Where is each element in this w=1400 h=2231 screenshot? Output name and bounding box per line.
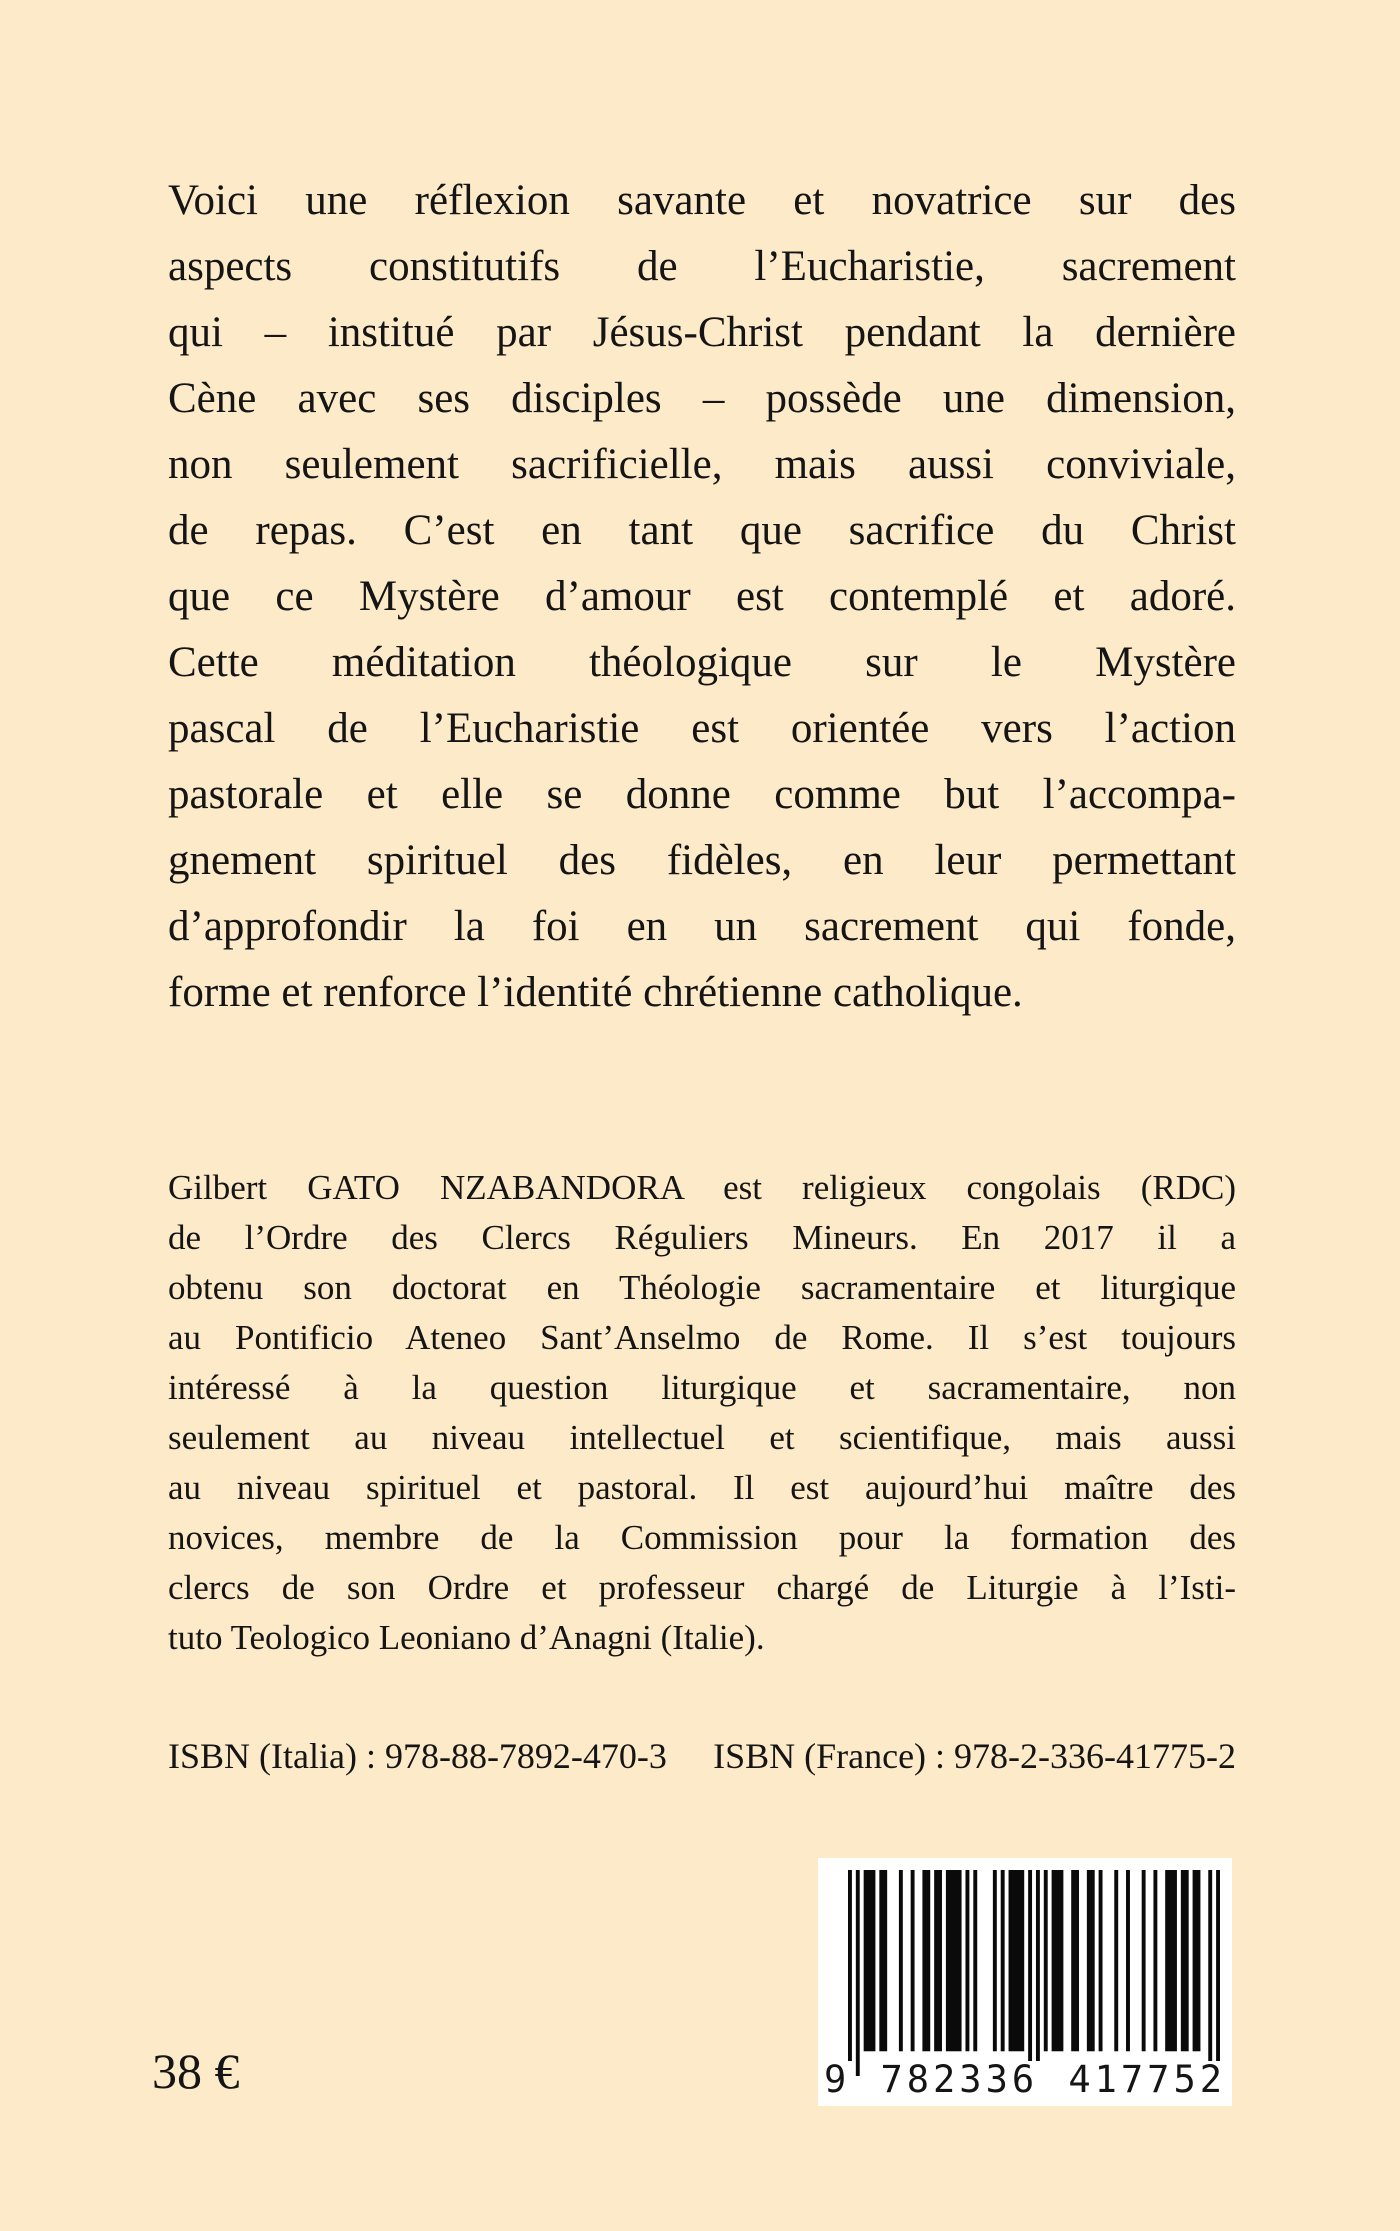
barcode-digit-group: 9 xyxy=(824,2058,851,2101)
text-line: tuto Teologico Leoniano d’Anagni (Italie). xyxy=(168,1618,765,1657)
text-line: de repas. C’est en tant que sacrifice du Christ xyxy=(168,507,1236,554)
text-line: au Pontificio Ateneo Sant’Anselmo de Rome. Il s’est toujours xyxy=(168,1318,1236,1357)
isbn-row xyxy=(168,1735,1236,1777)
isbn-france: ISBN (France) : 978-2-336-41775-2 xyxy=(713,1736,1236,1776)
barcode xyxy=(818,1858,1232,2106)
text-line: qui – institué par Jésus-Christ pendant la dernière xyxy=(168,309,1236,356)
synopsis-text-block xyxy=(168,168,1236,1026)
text-line: gnement spirituel des fidèles, en leur permettant xyxy=(168,837,1236,884)
isbn-italia: ISBN (Italia) : 978-88-7892-470-3 xyxy=(168,1736,667,1776)
text-line: pascal de l’Eucharistie est orientée vers l’action xyxy=(168,705,1236,752)
text-line: intéressé à la question liturgique et sacramentaire, non xyxy=(168,1368,1236,1407)
price-label: 38 € xyxy=(152,2043,240,2099)
text-line: d’approfondir la foi en un sacrement qui fonde, xyxy=(168,903,1236,950)
text-line: clercs de son Ordre et professeur chargé de Liturgie à l’Isti- xyxy=(168,1568,1236,1607)
text-line: Gilbert GATO NZABANDORA est religieux congolais (RDC) xyxy=(168,1168,1236,1207)
text-line: de l’Ordre des Clercs Réguliers Mineurs. En 2017 il a xyxy=(168,1218,1236,1257)
text-line: novices, membre de la Commission pour la formation des xyxy=(168,1518,1236,1557)
text-line: forme et renforce l’identité chrétienne catholique. xyxy=(168,969,1023,1016)
barcode-digit-group: 417752 xyxy=(1068,2058,1226,2101)
text-line: seulement au niveau intellectuel et scientifique, mais aussi xyxy=(168,1418,1236,1457)
text-line: non seulement sacrificielle, mais aussi conviviale, xyxy=(168,441,1236,488)
author-bio-block xyxy=(168,1163,1236,1663)
text-line: pastorale et elle se donne comme but l’accompa- xyxy=(168,771,1236,818)
text-line: Voici une réflexion savante et novatrice sur des xyxy=(168,177,1236,224)
barcode-bars xyxy=(848,1870,1220,2076)
text-line: Cène avec ses disciples – possède une dimension, xyxy=(168,375,1236,422)
text-line: Cette méditation théologique sur le Mystère xyxy=(168,639,1236,686)
text-line: que ce Mystère d’amour est contemplé et adoré. xyxy=(168,573,1236,620)
text-line: obtenu son doctorat en Théologie sacramentaire et liturgique xyxy=(168,1268,1236,1307)
text-line: aspects constitutifs de l’Eucharistie, sacrement xyxy=(168,243,1236,290)
barcode-digit-group: 782336 xyxy=(880,2058,1039,2101)
text-line: au niveau spirituel et pastoral. Il est aujourd’hui maître des xyxy=(168,1468,1236,1507)
barcode-number xyxy=(822,2058,1228,2101)
